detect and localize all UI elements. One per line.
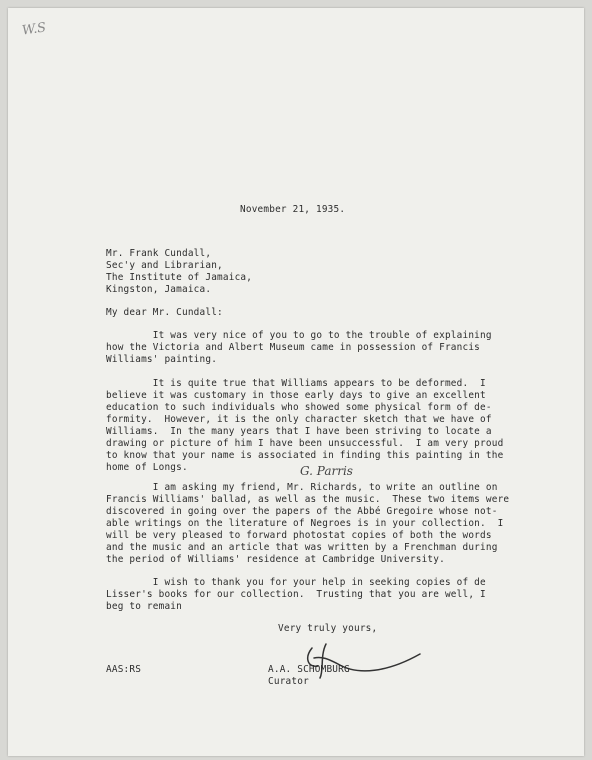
body-line: and the music and an article that was written by a Frenchman during <box>106 542 498 553</box>
closing: Very truly yours, <box>278 623 378 634</box>
address-line: Mr. Frank Cundall, <box>106 248 212 259</box>
body-line: It was very nice of you to go to the trouble of explaining <box>106 330 492 341</box>
body-line: I wish to thank you for your help in seeking copies of de <box>106 577 486 588</box>
body-line: home of Longs. <box>106 462 188 473</box>
signer-name: A.A. SCHOMBURG <box>268 664 350 675</box>
body-line: Lisser's books for our collection. Trusting that you are well, I <box>106 589 486 600</box>
signature-scribble <box>8 8 584 756</box>
address-line: The Institute of Jamaica, <box>106 272 253 283</box>
body-line: drawing or picture of him I have been unsuccessful. I am very proud <box>106 438 504 449</box>
body-line: I am asking my friend, Mr. Richards, to write an outline on <box>106 482 498 493</box>
body-line: Williams' painting. <box>106 354 218 365</box>
address-line: Kingston, Jamaica. <box>106 284 212 295</box>
body-line: how the Victoria and Albert Museum came in possession of Francis <box>106 342 481 353</box>
body-line: education to such individuals who showed some physical form of de- <box>106 402 492 413</box>
body-line: believe it was customary in those early days to give an excellent <box>106 390 486 401</box>
body-line: beg to remain <box>106 601 182 612</box>
body-line: formity. However, it is the only character sketch that we have of <box>106 414 492 425</box>
body-line: the period of Williams' residence at Cambridge University. <box>106 554 445 565</box>
body-line: Williams. In the many years that I have been striving to locate a <box>106 426 492 437</box>
address-line: Sec'y and Librarian, <box>106 260 223 271</box>
margin-note: W.S <box>21 20 48 39</box>
body-line: to know that your name is associated in finding this painting in the <box>106 450 504 461</box>
signer-title: Curator <box>268 676 309 687</box>
handwritten-insert: G. Parris <box>300 464 353 478</box>
body-line: discovered in going over the papers of the Abbé Gregoire whose not- <box>106 506 498 517</box>
body-line: will be very pleased to forward photostat copies of both the words <box>106 530 492 541</box>
body-line: Francis Williams' ballad, as well as the music. These two items were <box>106 494 510 505</box>
letter-page <box>8 8 584 756</box>
body-line: able writings on the literature of Negroes is in your collection. I <box>106 518 504 529</box>
salutation: My dear Mr. Cundall: <box>106 307 223 318</box>
body-line: It is quite true that Williams appears to be deformed. I <box>106 378 486 389</box>
typist-initials: AAS:RS <box>106 664 142 675</box>
letter-date: November 21, 1935. <box>240 204 346 215</box>
